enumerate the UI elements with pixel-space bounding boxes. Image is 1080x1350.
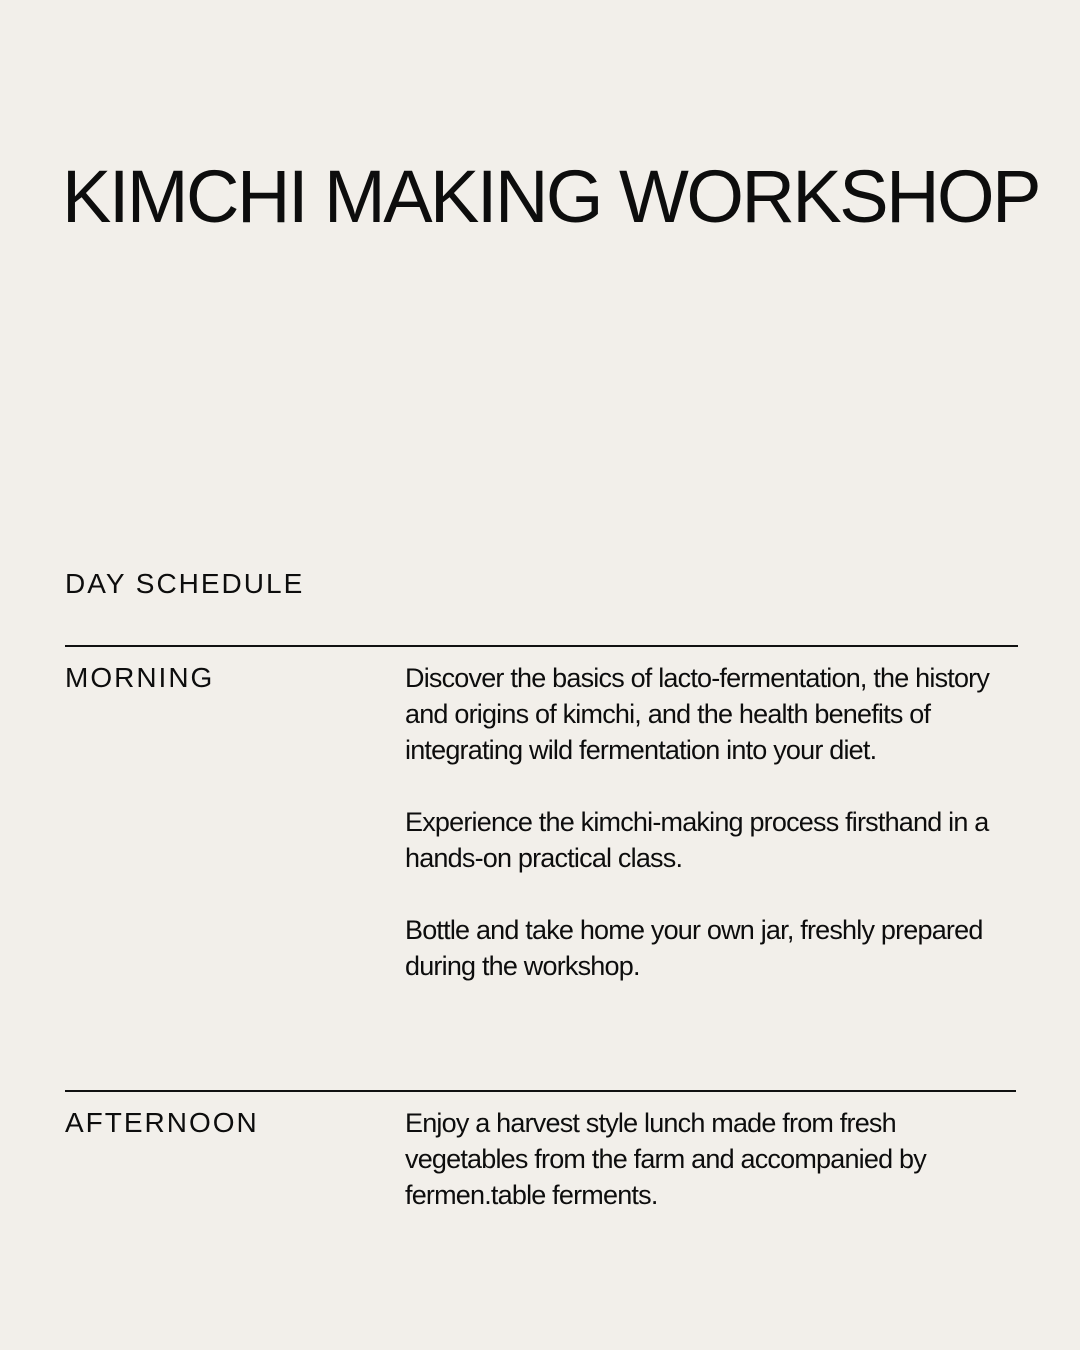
schedule-paragraph: Enjoy a harvest style lunch made from fresh vegetables from the farm and accompanied by fermen.table ferments. [405, 1108, 926, 1210]
divider-afternoon [65, 1090, 1016, 1092]
schedule-paragraph: Experience the kimchi-making process firsthand in a hands-on practical class. [405, 807, 989, 873]
schedule-label-afternoon: AFTERNOON [65, 1107, 259, 1138]
schedule-description-afternoon [405, 1105, 995, 1213]
section-heading-day-schedule: DAY SCHEDULE [65, 568, 305, 599]
schedule-paragraph: Bottle and take home your own jar, freshly prepared during the workshop. [405, 915, 983, 981]
schedule-paragraph: Discover the basics of lacto-fermentation, the history and origins of kimchi, and the health benefits of integrating wild fermentation into your diet. [405, 663, 990, 765]
page-title: KIMCHI MAKING WORKSHOP [62, 155, 1039, 238]
schedule-label-morning: MORNING [65, 662, 215, 693]
schedule-description-morning [405, 660, 995, 984]
divider-morning [65, 645, 1018, 647]
